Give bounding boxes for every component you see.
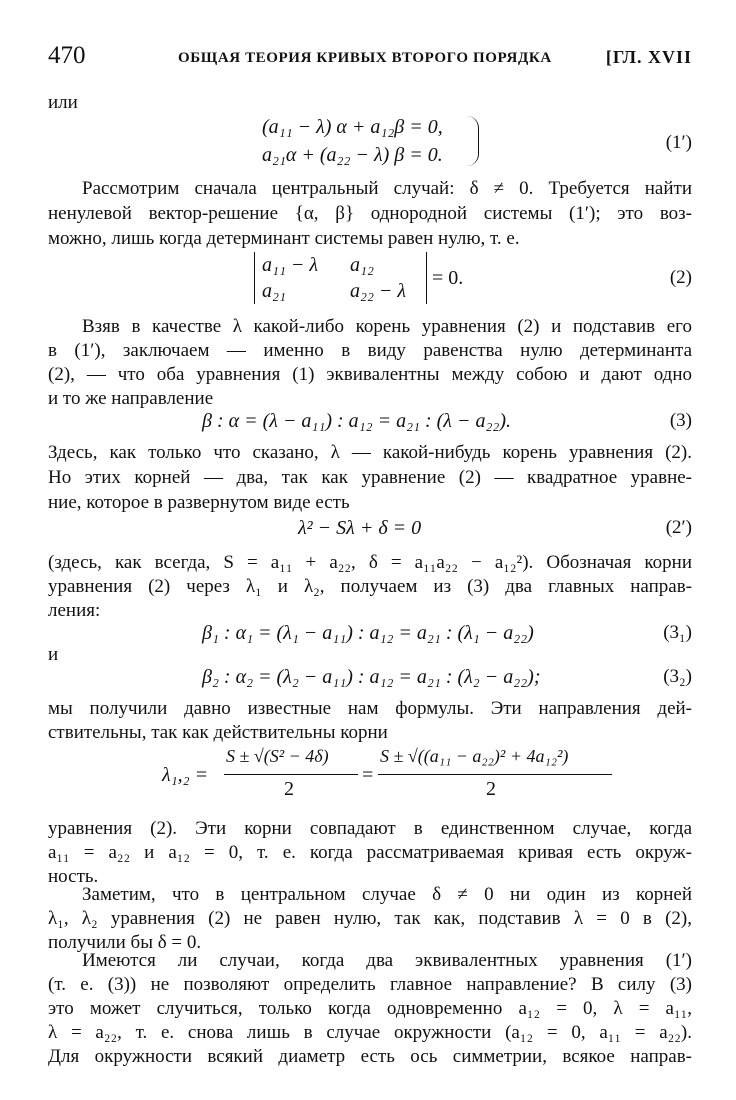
eq3-1: β₁ : α₁ = (λ₁ − a₁₁) : a₁₂ = a₂₁ : (λ₁ − a₂₂) bbox=[202, 622, 534, 644]
page-header bbox=[48, 42, 692, 76]
word-and: и bbox=[48, 644, 59, 665]
eq1-brace bbox=[466, 116, 479, 166]
p4-line2: уравнения (2) через λ₁ и λ₂, получаем из (3) два главных направ- bbox=[48, 576, 692, 597]
p6-line3: ность. bbox=[48, 866, 99, 887]
p5-line2: ствительны, так как действительны корни bbox=[48, 722, 388, 743]
det-r2c2: a₂₂ − λ bbox=[350, 280, 407, 302]
p2-line2: в (1′), заключаем — именно в виду равенства нулю детерминанта bbox=[48, 340, 692, 361]
p4-line1: (здесь, как всегда, S = a₁₁ + a₂₂, δ = a₁₁a₂₂ − a₁₂²). Обозначая корни bbox=[48, 552, 692, 573]
det-r1c2: a₁₂ bbox=[350, 254, 374, 276]
eq2-number: (2) bbox=[669, 267, 692, 288]
p8-line3: это может случиться, только когда одновременно a₁₂ = 0, λ = a₁₁, bbox=[48, 998, 692, 1019]
det-r1c1: a₁₁ − λ bbox=[262, 254, 319, 276]
p3-line3: ние, которое в развернутом виде есть bbox=[48, 492, 350, 513]
det-bar-left bbox=[254, 252, 255, 304]
p7-line2: λ₁, λ₂ уравнения (2) не равен нулю, так как, подставив λ = 0 в (2), bbox=[48, 908, 692, 929]
det-r2c1: a₂₁ bbox=[262, 280, 286, 302]
p8-line2: (т. е. (3)) не позволяют определить главное направление? В силу (3) bbox=[48, 974, 692, 995]
p8-line5: Для окружности всякий диаметр есть ось симметрии, всякое направ- bbox=[48, 1046, 692, 1067]
p1-line1: Рассмотрим сначала центральный случай: δ ≠ 0. Требуется найти bbox=[82, 178, 692, 199]
roots-eq: = bbox=[362, 764, 374, 786]
p3-line1: Здесь, как только что сказано, λ — какой-нибудь корень уравнения (2). bbox=[48, 442, 692, 463]
roots-num2: S ± √((a₁₁ − a₂₂)² + 4a₁₂²) bbox=[380, 746, 569, 766]
eq3-number: (3) bbox=[669, 410, 692, 431]
p7-line3: получили бы δ = 0. bbox=[48, 932, 202, 953]
p3-line2: Но этих корней — два, так как уравнение (2) — квадратное уравне- bbox=[48, 467, 692, 488]
p2-line3: (2), — что оба уравнения (1) эквивалентны между собою и дают одно bbox=[48, 364, 692, 385]
det-bar-right bbox=[426, 252, 427, 304]
eq2-prime: λ² − Sλ + δ = 0 bbox=[298, 517, 422, 539]
eq3-1-number: (3₁) bbox=[663, 622, 692, 643]
chapter-label: [ГЛ. XVII bbox=[605, 47, 692, 67]
roots-fraction-bar-2 bbox=[378, 774, 612, 775]
p4-line3: ления: bbox=[48, 600, 101, 621]
roots-num1: S ± √(S² − 4δ) bbox=[226, 746, 329, 766]
eq1-number: (1′) bbox=[665, 132, 692, 153]
p8-line1: Имеются ли случаи, когда два эквивалентных уравнения (1′) bbox=[82, 950, 692, 971]
page-number: 470 bbox=[48, 42, 86, 69]
eq3-2-number: (3₂) bbox=[663, 666, 692, 687]
eq3-2: β₂ : α₂ = (λ₂ − a₁₁) : a₁₂ = a₂₁ : (λ₂ − a₂₂); bbox=[202, 666, 541, 688]
eq1-line2: a₂₁α + (a₂₂ − λ) β = 0. bbox=[262, 144, 443, 166]
p1-line2: ненулевой вектор-решение {α, β} однородной системы (1′); это воз- bbox=[48, 203, 692, 224]
roots-lhs: λ₁,₂ = bbox=[162, 764, 209, 786]
p7-line1: Заметим, что в центральном случае δ ≠ 0 ни один из корней bbox=[82, 884, 692, 905]
det-equals: = 0. bbox=[432, 267, 464, 289]
p2-line1: Взяв в качестве λ какой-либо корень уравнения (2) и подставив его bbox=[82, 316, 692, 337]
p2-line4: и то же направление bbox=[48, 388, 214, 409]
eq2-prime-number: (2′) bbox=[665, 517, 692, 538]
p6-line1: уравнения (2). Эти корни совпадают в единственном случае, когда bbox=[48, 818, 692, 839]
word-ili: или bbox=[48, 92, 78, 113]
roots-den2: 2 bbox=[486, 778, 496, 800]
roots-den1: 2 bbox=[284, 778, 294, 800]
p8-line4: λ = a₂₂, т. е. снова лишь в случае окружности (a₁₂ = 0, a₁₁ = a₂₂). bbox=[48, 1022, 692, 1043]
roots-fraction-bar-1 bbox=[224, 774, 358, 775]
eq3: β : α = (λ − a₁₁) : a₁₂ = a₂₁ : (λ − a₂₂). bbox=[202, 410, 512, 432]
running-title: ОБЩАЯ ТЕОРИЯ КРИВЫХ ВТОРОГО ПОРЯДКА bbox=[178, 50, 552, 66]
p6-line2: a₁₁ = a₂₂ и a₁₂ = 0, т. е. когда рассматриваемая кривая есть окруж- bbox=[48, 842, 692, 863]
p5-line1: мы получили давно известные нам формулы. Эти направления дей- bbox=[48, 698, 692, 719]
p1-line3: можно, лишь когда детерминант системы равен нулю, т. е. bbox=[48, 228, 520, 249]
eq1-line1: (a₁₁ − λ) α + a₁₂β = 0, bbox=[262, 116, 443, 138]
